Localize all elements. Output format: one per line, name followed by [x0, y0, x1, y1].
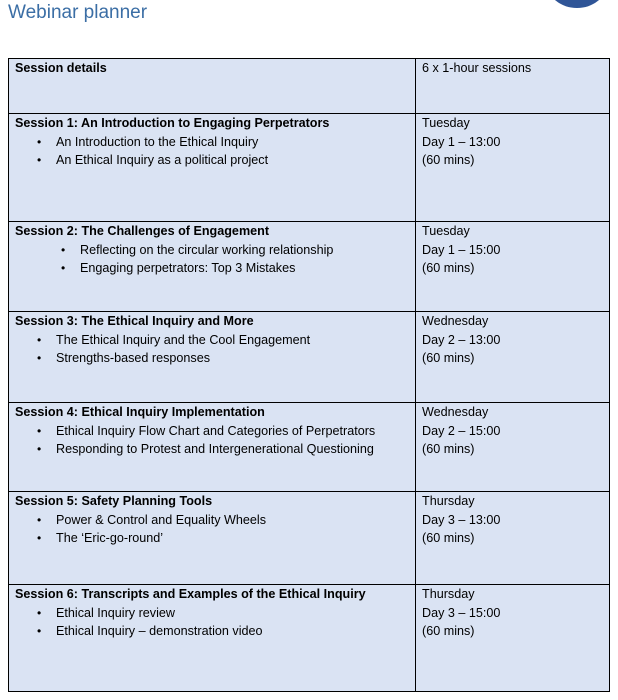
list-item: • The ‘Eric-go-round’ — [37, 529, 415, 548]
list-item: • Strengths-based responses — [37, 349, 415, 368]
session-slot: Day 2 – 13:00 — [422, 332, 501, 347]
webinar-schedule-table — [8, 58, 610, 692]
session-details-cell — [9, 114, 416, 222]
session-day: Thursday — [422, 494, 475, 508]
table-row — [9, 492, 610, 585]
bullet-icon: • — [37, 351, 42, 365]
session-title: Session 2: The Challenges of Engagement — [15, 224, 270, 238]
header-session-count: 6 x 1-hour sessions — [416, 59, 610, 114]
session-title: Session 5: Safety Planning Tools — [15, 494, 213, 508]
session-duration: (60 mins) — [422, 531, 475, 545]
session-title: Session 6: Transcripts and Examples of the Ethical Inquiry — [15, 587, 366, 601]
corner-badge-decoration — [547, 0, 607, 8]
table-row — [9, 222, 610, 312]
header-session-details: Session details — [9, 59, 416, 114]
table-row — [9, 312, 610, 403]
session-title: Session 1: An Introduction to Engaging Perpetrators — [15, 116, 330, 130]
session-duration: (60 mins) — [422, 624, 475, 638]
session-title: Session 3: The Ethical Inquiry and More — [15, 314, 254, 328]
list-item: • An Introduction to the Ethical Inquiry — [37, 133, 415, 152]
session-day: Tuesday — [422, 224, 470, 238]
list-item: • Reflecting on the circular working relationship — [61, 241, 415, 260]
session-duration: (60 mins) — [422, 351, 475, 365]
session-day: Thursday — [422, 587, 475, 601]
session-slot: Day 1 – 15:00 — [422, 242, 501, 257]
session-slot: Day 2 – 15:00 — [422, 423, 501, 438]
table-row — [9, 114, 610, 222]
session-day: Wednesday — [422, 405, 489, 419]
session-duration: (60 mins) — [422, 442, 475, 456]
session-duration: (60 mins) — [422, 153, 475, 167]
session-schedule-cell — [416, 312, 610, 403]
session-title: Session 4: Ethical Inquiry Implementation — [15, 405, 265, 419]
page-title: Webinar planner — [8, 2, 148, 23]
bullet-icon: • — [37, 531, 42, 545]
session-schedule-cell — [416, 222, 610, 312]
bullet-icon: • — [37, 332, 42, 347]
session-details-cell — [9, 403, 416, 492]
list-item: • Power & Control and Equality Wheels — [37, 511, 415, 530]
bullet-icon: • — [61, 242, 66, 257]
session-duration: (60 mins) — [422, 261, 475, 275]
session-slot: Day 3 – 15:00 — [422, 605, 501, 620]
list-item: • The Ethical Inquiry and the Cool Engagement — [37, 331, 415, 350]
table-row — [9, 403, 610, 492]
session-details-cell — [9, 585, 416, 692]
bullet-icon: • — [37, 134, 42, 149]
bullet-icon: • — [37, 153, 42, 167]
session-day: Wednesday — [422, 314, 489, 328]
session-details-cell — [9, 222, 416, 312]
session-slot: Day 1 – 13:00 — [422, 134, 501, 149]
session-schedule-cell — [416, 114, 610, 222]
bullet-icon: • — [37, 512, 42, 527]
list-item: • Ethical Inquiry – demonstration video — [37, 622, 415, 641]
bullet-icon: • — [37, 423, 42, 438]
list-item: • Ethical Inquiry review — [37, 604, 415, 623]
session-schedule-cell — [416, 492, 610, 585]
list-item: • Responding to Protest and Intergenerational Questioning — [37, 440, 415, 459]
bullet-icon: • — [61, 261, 66, 275]
bullet-icon: • — [37, 624, 42, 638]
session-schedule-cell — [416, 403, 610, 492]
session-details-cell — [9, 492, 416, 585]
list-item: • Ethical Inquiry Flow Chart and Categories of Perpetrators — [37, 422, 415, 441]
bullet-icon: • — [37, 442, 42, 456]
list-item: • Engaging perpetrators: Top 3 Mistakes — [61, 259, 415, 278]
session-slot: Day 3 – 13:00 — [422, 512, 501, 527]
bullet-icon: • — [37, 605, 42, 620]
session-day: Tuesday — [422, 116, 470, 130]
session-schedule-cell — [416, 585, 610, 692]
session-details-cell — [9, 312, 416, 403]
table-header-row — [9, 59, 610, 114]
table-row — [9, 585, 610, 692]
list-item: • An Ethical Inquiry as a political project — [37, 151, 415, 170]
